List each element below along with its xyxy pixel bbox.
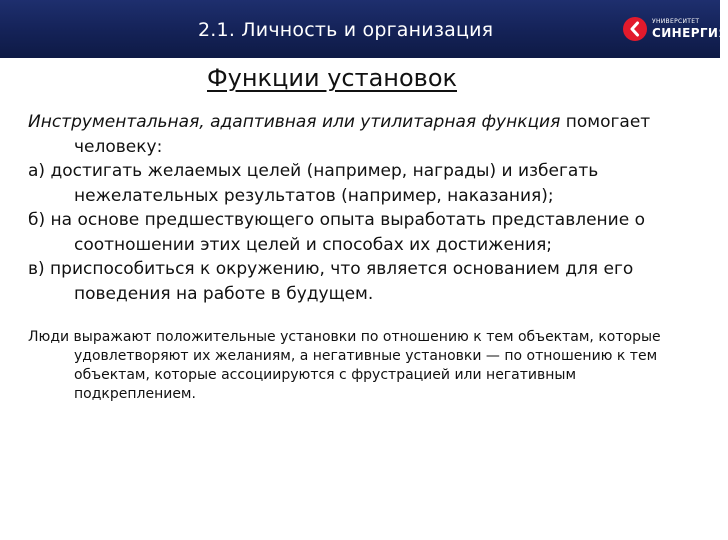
list-item: в) приспособиться к окружению, что является основанием для его поведения на работе в будущем.: [28, 259, 634, 304]
slide-title: Функции установок: [207, 64, 457, 92]
header-title: 2.1. Личность и организация: [198, 19, 494, 41]
slide-header: [0, 0, 728, 58]
list-item: а) достигать желаемых целей (например, награды) и избегать нежелательных результатов (например, наказания);: [28, 161, 599, 206]
slide-content: [28, 110, 668, 404]
logo-main-text: СИНЕРГИЯ: [652, 26, 728, 40]
note-paragraph: Люди выражают положительные установки по отношению к тем объектам, которые удовлетворяют их желаниям, а негативные установки — по отношению к тем объектам, которые ассоциируются с фрустрацией или негативным подкреплением.: [28, 329, 661, 402]
synergy-logo: [622, 14, 728, 44]
logo-top-text: УНИВЕРСИТЕТ: [652, 18, 700, 25]
intro-rest: помогает человеку:: [74, 112, 651, 157]
intro-italic: Инструментальная, адаптивная или утилитарная функция: [28, 112, 561, 132]
intro-paragraph: [28, 110, 668, 159]
synergy-logo-icon: [622, 16, 648, 42]
list-item: б) на основе предшествующего опыта выработать представление о соотношении этих целей и способах их достижения;: [28, 210, 645, 255]
